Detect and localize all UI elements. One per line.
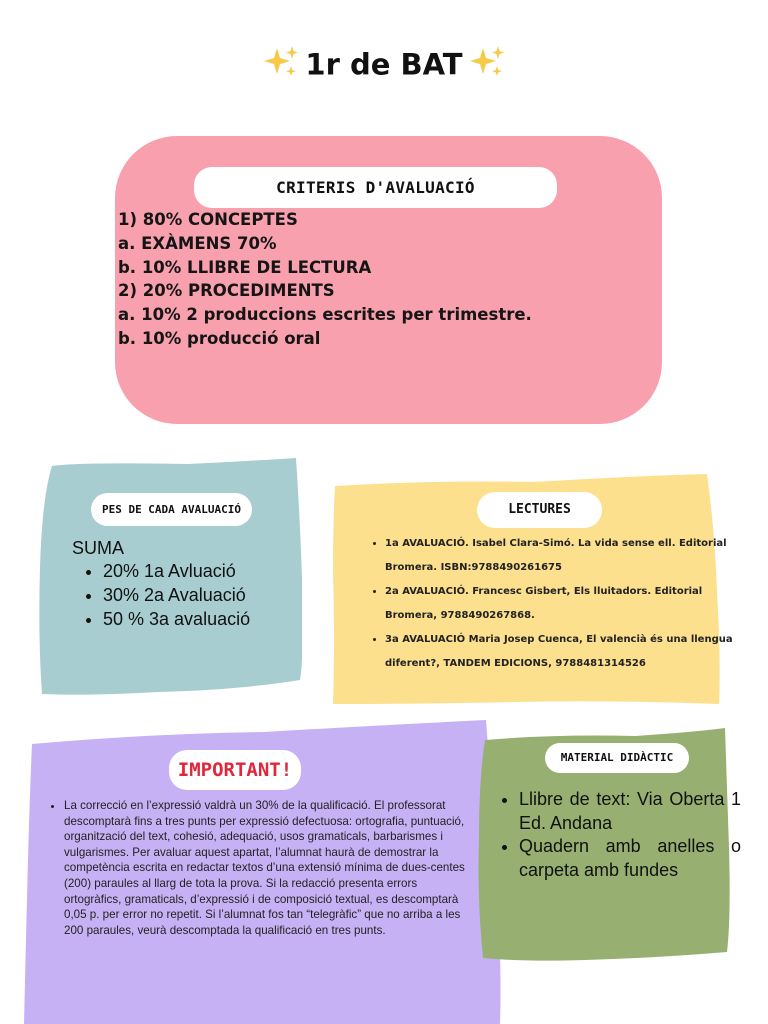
pes-list <box>81 559 250 631</box>
material-heading: MATERIAL DIDÀCTIC <box>545 743 689 773</box>
lectures-item: • 1a AVALUACIÓ. Isabel Clara-Simó. La vida sense ell. Editorial Bromera. ISBN:9788490261675 <box>385 532 737 580</box>
pes-heading: PES DE CADA AVALUACIÓ <box>91 493 252 526</box>
pes-item: • 20% 1a Avluació <box>103 559 250 583</box>
sparkles-icon <box>467 44 507 85</box>
title-row <box>0 44 768 85</box>
criteris-item: a. EXÀMENS 70% <box>118 233 277 253</box>
pes-item: • 30% 2a Avaluació <box>103 583 250 607</box>
lectures-item: • 3a AVALUACIÓ Maria Josep Cuenca, El valencià és una llengua diferent?, TANDEM EDICIONS, 9788481314526 <box>385 628 737 676</box>
lectures-card <box>333 472 733 704</box>
important-text: • La correcció en l’expressió valdrà un 30% de la qualificació. El professorat descomptarà fins a tres punts per expressió defectuosa: ortografia, puntuació, organització del text, cohesió, adequació, usos gramaticals, barbarismes i vulgarismes. Per avaluar aquest apartat, l’alumnat haurà de demostrar la competència escrita en redactar textos d’una extensió mínima de dues-centes (200) paraules al llarg de tota la prova. Si la redacció presenta errors ortogràfics, gramaticals, d’expressió i de composició textual, es descomptarà 0,05 p. per error no repetit. Si l’alumnat fos tan “telegràfic” que no arriba a les 200 paraules, veurà descomptada la qualificació en tres punts. <box>64 798 474 938</box>
page-title: 1r de BAT <box>305 47 463 82</box>
criteris-card <box>115 136 662 424</box>
lectures-list <box>367 532 737 676</box>
criteris-item: b. 10% LLIBRE DE LECTURA <box>118 257 372 277</box>
pes-card <box>38 458 302 696</box>
lectures-heading: LECTURES <box>477 492 602 528</box>
material-list <box>497 788 741 882</box>
criteris-item: 2) 20% PROCEDIMENTS <box>118 281 335 301</box>
material-item: • Quadern amb anelles o carpeta amb fundes <box>519 835 741 882</box>
important-list <box>48 798 474 938</box>
pes-intro: SUMA <box>72 538 125 558</box>
criteris-item: a. 10% 2 produccions escrites per trimestre. <box>118 305 532 325</box>
criteris-item: 1) 80% CONCEPTES <box>118 210 298 229</box>
criteris-item: b. 10% producció oral <box>118 328 321 348</box>
sparkles-icon <box>261 44 301 85</box>
criteris-heading: CRITERIS D'AVALUACIÓ <box>194 167 557 208</box>
criteris-list <box>118 208 532 351</box>
lectures-item: • 2a AVALUACIÓ. Francesc Gisbert, Els lluitadors. Editorial Bromera, 9788490267868. <box>385 580 737 628</box>
important-card <box>24 718 502 1024</box>
pes-item: • 50 % 3a avaluació <box>103 607 250 631</box>
material-card <box>475 728 741 962</box>
important-heading: IMPORTANT! <box>169 750 301 790</box>
material-item: • Llibre de text: Via Oberta 1 Ed. Andana <box>519 788 741 835</box>
